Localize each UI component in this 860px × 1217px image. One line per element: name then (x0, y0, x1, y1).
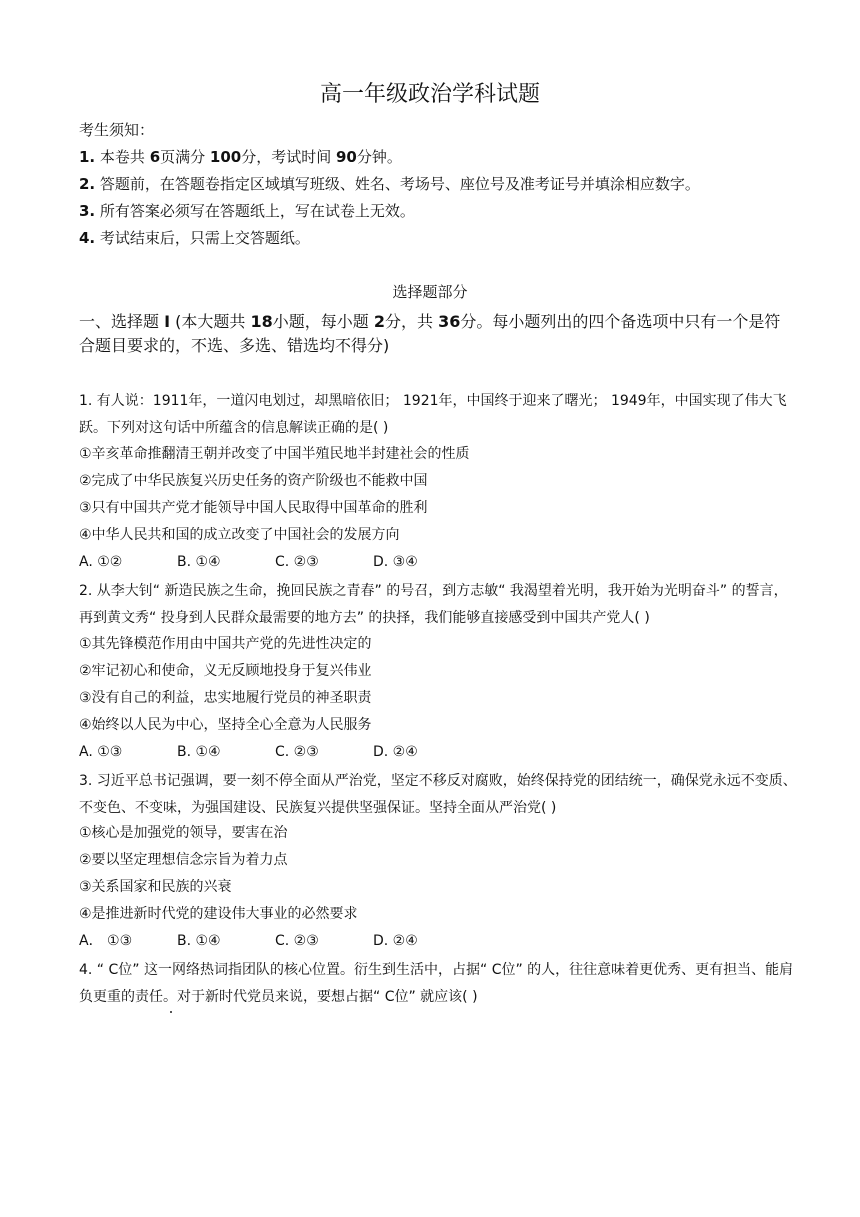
question-3-item-2: ②要以坚定理想信念宗旨为着力点 (79, 852, 288, 868)
question-1-item-2: ②完成了中华民族复兴历史任务的资产阶级也不能救中国 (79, 473, 428, 489)
notice-item-2: 2. 答题前，在答题卷指定区域填写班级、姓名、考场号、座位号及准考证号并填涂相应数字。 (79, 175, 700, 193)
page-title: 高一年级政治学科试题 (319, 82, 540, 107)
notice-item-3: 3. 所有答案必须写在答题纸上，写在试卷上无效。 (79, 202, 415, 220)
question-2-item-4: ④始终以人民为中心，坚持全心全意为人民服务 (79, 717, 372, 733)
notice-item-1: 1. 本卷共 6页满分 100分，考试时间 90分钟。 (79, 148, 402, 166)
question-1-item-3: ③只有中国共产党才能领导中国人民取得中国革命的胜利 (79, 500, 428, 516)
question-3-item-1: ①核心是加强党的领导，要害在治 (79, 825, 288, 841)
question-2-item-1: ①其先锋模范作用由中国共产党的先进性决定的 (79, 636, 372, 652)
question-3-stem: 3. 习近平总书记强调，要一刻不停全面从严治党，坚定不移反对腐败，始终保持党的团结统一，确保党永远不变质、不变色、不变味，为强国建设、民族复兴提供坚强保证。坚持全面从严治党( ) (79, 773, 797, 816)
option-c[interactable]: C. ②③ (275, 933, 319, 949)
question-2-options (79, 741, 471, 763)
question-2-item-2: ②牢记初心和使命，义无反顾地投身于复兴伟业 (79, 663, 372, 679)
option-a[interactable]: A. ①② (79, 554, 123, 570)
question-1-item-4: ④中华人民共和国的成立改变了中国社会的发展方向 (79, 527, 400, 543)
option-d[interactable]: D. ②④ (373, 933, 418, 949)
question-1-stem: 1. 有人说：1911年，一道闪电划过，却黑暗依旧； 1921年，中国终于迎来了曙光； 1949年，中国实现了伟大飞跃。下列对这句话中所蕴含的信息解读正确的是( ) (79, 393, 787, 436)
stray-mark (170, 1011, 172, 1013)
option-c[interactable]: C. ②③ (275, 554, 319, 570)
section-title: 选择题部分 (392, 283, 468, 301)
option-b[interactable]: B. ①④ (177, 744, 221, 760)
question-2-item-3: ③没有自己的利益，忠实地履行党员的神圣职责 (79, 690, 372, 706)
question-4-stem: 4. “ C位” 这一网络热词指团队的核心位置。衍生到生活中，占据“ C位” 的人，往往意味着更优秀、更有担当、能肩负更重的责任。对于新时代党员来说，要想占据“ C位” 就应该( ) (79, 962, 794, 1005)
option-b[interactable]: B. ①④ (177, 933, 221, 949)
question-1-item-1: ①辛亥革命推翻清王朝并改变了中国半殖民地半封建社会的性质 (79, 446, 470, 462)
option-c[interactable]: C. ②③ (275, 744, 319, 760)
notice-heading: 考生须知： (79, 121, 155, 139)
question-3-item-3: ③关系国家和民族的兴衰 (79, 879, 232, 895)
question-3-options (79, 930, 471, 952)
instructions: 一、选择题 I (本大题共 18小题，每小题 2分，共 36分。每小题列出的四个备选项中只有一个是符 合题目要求的，不选、多选、错选均不得分) (79, 312, 781, 355)
option-a[interactable]: A． ①③ (79, 933, 133, 949)
option-d[interactable]: D. ③④ (373, 554, 418, 570)
question-1-options (79, 551, 471, 573)
question-3-item-4: ④是推进新时代党的建设伟大事业的必然要求 (79, 906, 358, 922)
question-2-stem: 2. 从李大钊“ 新造民族之生命，挽回民族之青春” 的号召，到方志敏“ 我渴望着光明，我开始为光明奋斗” 的誓言，再到黄文秀“ 投身到人民群众最需要的地方去” 的抉择，我们能够直接感受到中国共产党人( ) (79, 583, 788, 626)
option-a[interactable]: A. ①③ (79, 744, 123, 760)
option-d[interactable]: D. ②④ (373, 744, 418, 760)
notice-item-4: 4. 考试结束后，只需上交答题纸。 (79, 229, 310, 247)
option-b[interactable]: B. ①④ (177, 554, 221, 570)
